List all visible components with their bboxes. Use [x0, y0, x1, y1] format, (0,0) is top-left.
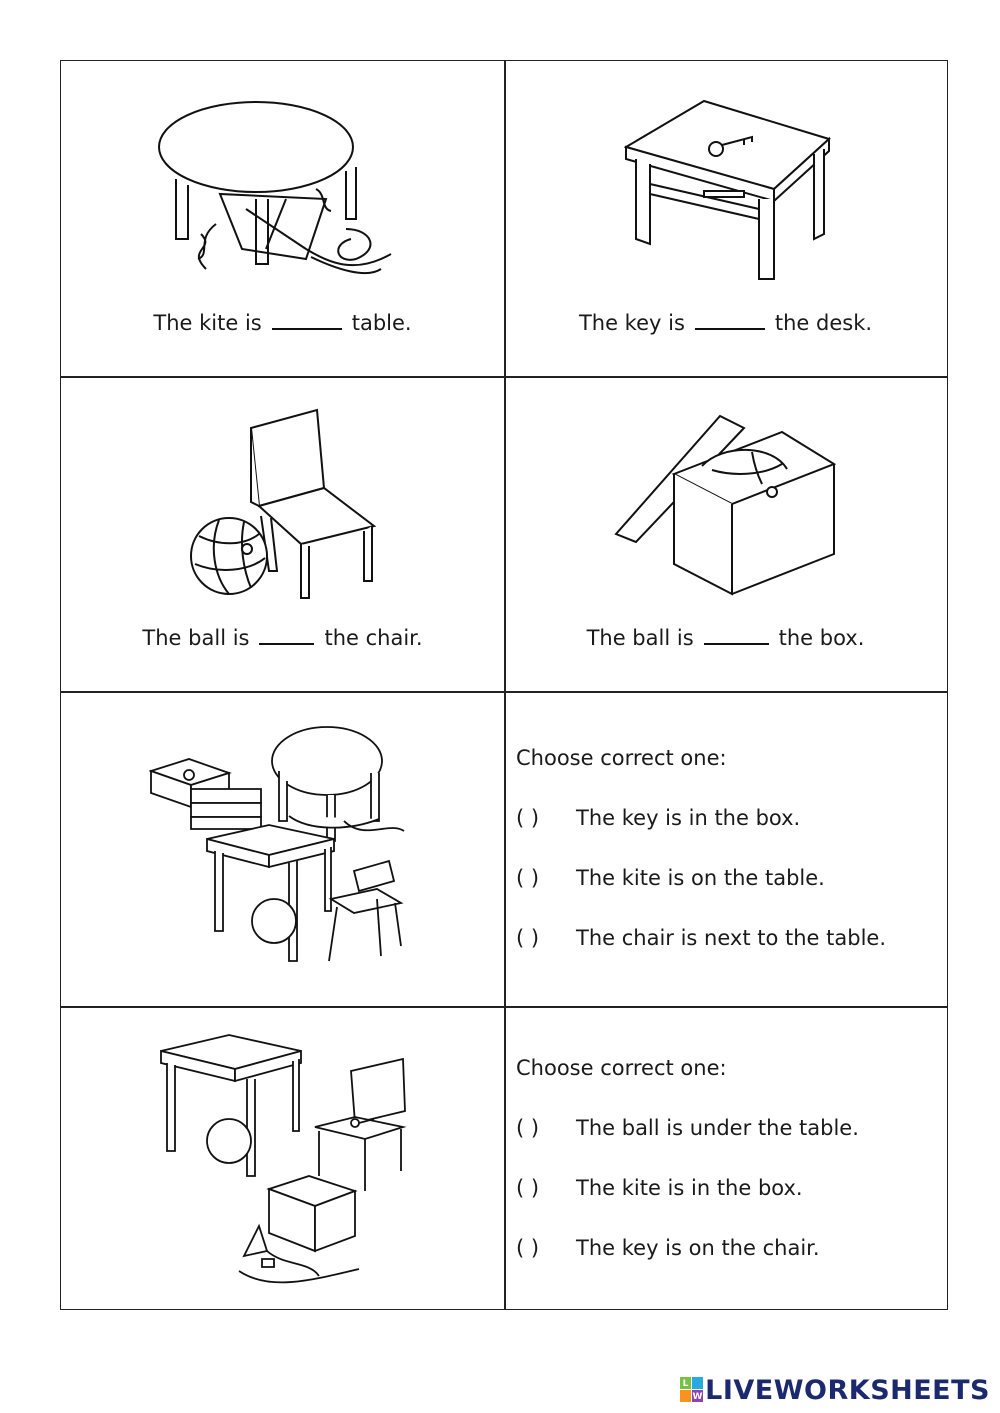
- answer-paren[interactable]: ( ): [516, 806, 540, 830]
- option-text: The key is on the chair.: [576, 1236, 820, 1260]
- logo-letter: L: [682, 1379, 689, 1389]
- answer-paren[interactable]: ( ): [516, 866, 540, 890]
- logo-text: LIVEWORKSHEETS: [705, 1374, 990, 1406]
- cell-kite-table: [61, 61, 504, 376]
- answer-paren[interactable]: ( ): [516, 1236, 540, 1260]
- option-text: The kite is on the table.: [576, 866, 825, 890]
- sentence-text: the chair.: [324, 626, 423, 650]
- liveworksheets-logo: [679, 1373, 990, 1407]
- cell-ball-box: [504, 376, 947, 691]
- room-scene-1-illustration: [149, 721, 424, 971]
- choice-heading: Choose correct one:: [516, 746, 727, 770]
- cell-scene-1: [61, 691, 504, 1006]
- choice-option[interactable]: [516, 1116, 859, 1140]
- sentence-key: [504, 311, 947, 335]
- sentence-text: The ball is: [142, 626, 250, 650]
- answer-blank[interactable]: [704, 639, 769, 645]
- cell-ball-chair: [61, 376, 504, 691]
- sentence-text: The ball is: [586, 626, 694, 650]
- answer-paren[interactable]: ( ): [516, 1116, 540, 1140]
- cell-scene-2: [61, 1006, 504, 1321]
- answer-paren[interactable]: ( ): [516, 926, 540, 950]
- cell-choices-1: [504, 691, 947, 1006]
- table-kite-illustration: [156, 99, 416, 279]
- option-text: The key is in the box.: [576, 806, 801, 830]
- cell-key-desk: [504, 61, 947, 376]
- sentence-text: the desk.: [774, 311, 873, 335]
- worksheet-grid: [60, 60, 948, 1310]
- answer-blank[interactable]: [695, 324, 765, 330]
- choice-heading: Choose correct one:: [516, 1056, 727, 1080]
- option-text: The kite is in the box.: [576, 1176, 803, 1200]
- desk-key-illustration: [624, 99, 834, 284]
- choice-option[interactable]: [516, 926, 886, 950]
- answer-paren[interactable]: ( ): [516, 1176, 540, 1200]
- liveworksheets-logo-icon: [679, 1375, 705, 1405]
- sentence-text: The key is: [578, 311, 685, 335]
- room-scene-2-illustration: [159, 1031, 414, 1291]
- choice-option[interactable]: [516, 1236, 820, 1260]
- sentence-text: the box.: [778, 626, 865, 650]
- sentence-ball-chair: [61, 626, 504, 650]
- choice-option[interactable]: [516, 1176, 803, 1200]
- choice-option[interactable]: [516, 866, 825, 890]
- cell-choices-2: [504, 1006, 947, 1321]
- option-text: The ball is under the table.: [576, 1116, 859, 1140]
- option-text: The chair is next to the table.: [576, 926, 887, 950]
- logo-letter: W: [692, 1392, 703, 1402]
- sentence-text: table.: [351, 311, 412, 335]
- sentence-kite: [61, 311, 504, 335]
- sentence-text: The kite is: [153, 311, 262, 335]
- choice-option[interactable]: [516, 806, 800, 830]
- box-ball-illustration: [612, 414, 842, 599]
- answer-blank[interactable]: [272, 324, 342, 330]
- answer-blank[interactable]: [259, 639, 314, 645]
- chair-ball-illustration: [189, 406, 379, 601]
- sentence-ball-box: [504, 626, 947, 650]
